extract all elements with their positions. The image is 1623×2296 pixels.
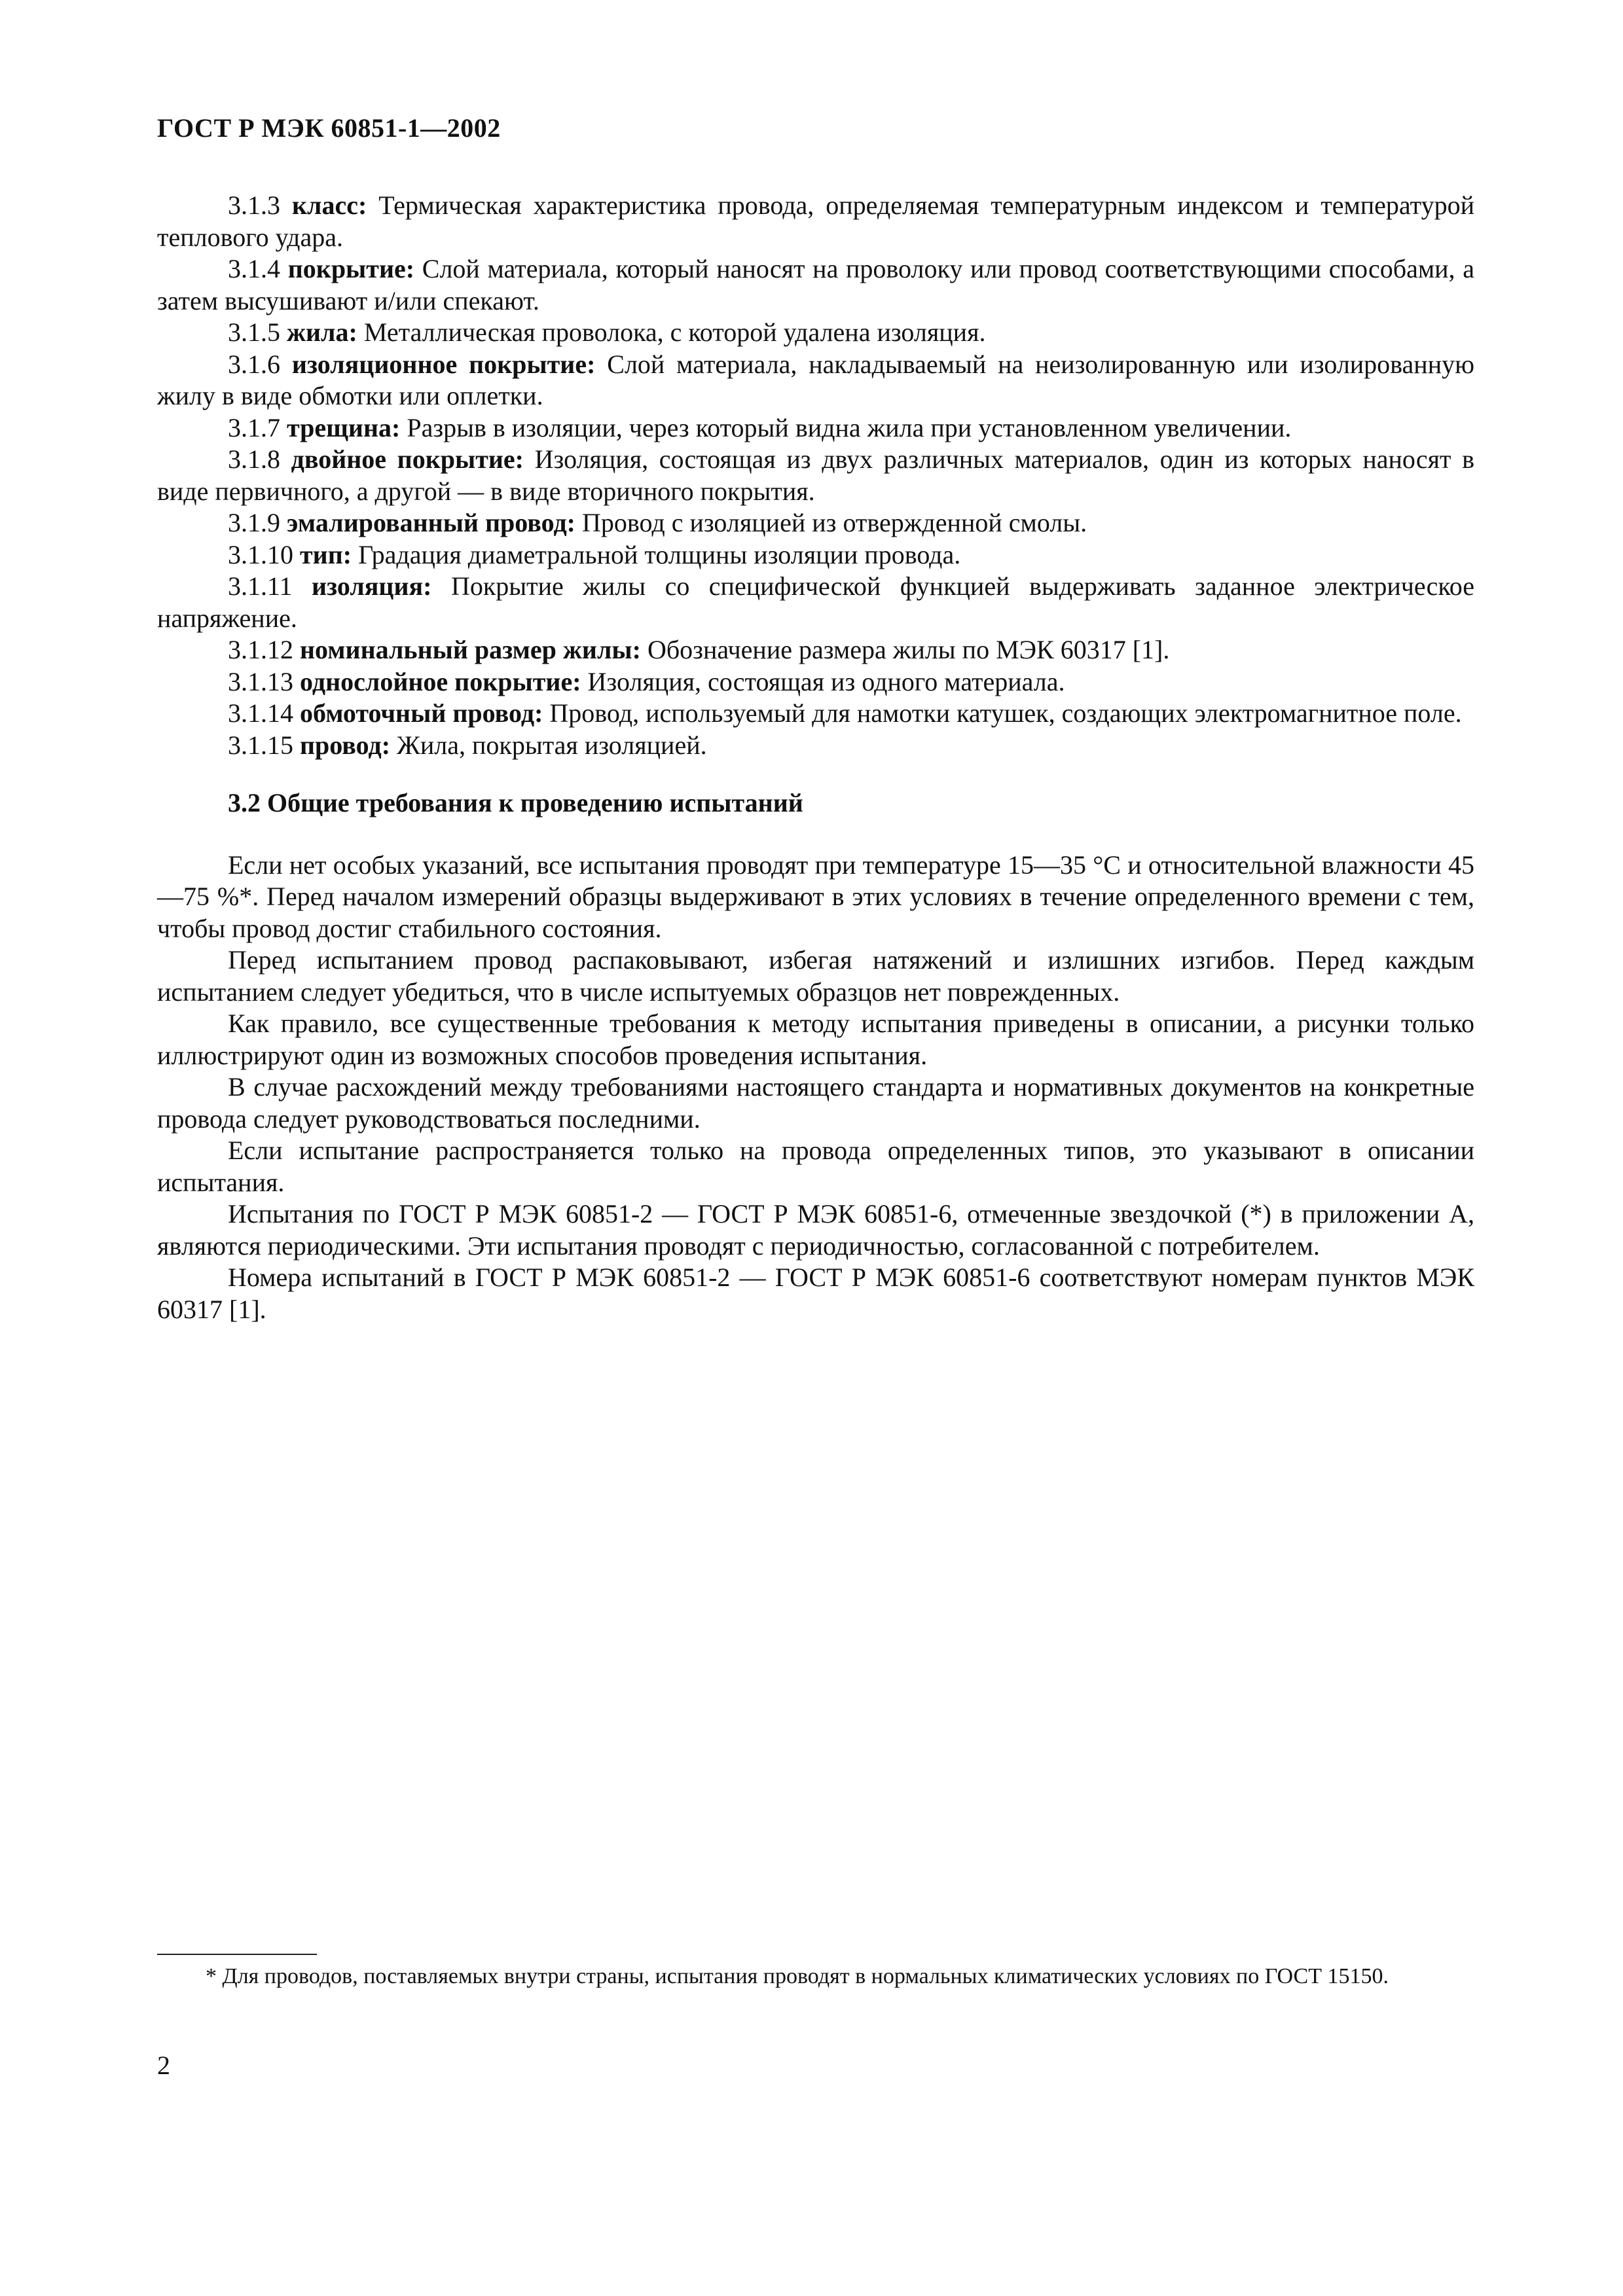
body-paragraph: Испытания по ГОСТ Р МЭК 60851-2 — ГОСТ Р МЭК 60851-6, отмеченные звездочкой (*) в приложении А, являются периодическими. Эти испытания проводят с периодичностью, согласованной с потребителем. [157,1199,1474,1261]
definition-text: Слой материала, который наносят на проволоку или провод соответствующими способами, а затем высушивают и/или спекают. [157,254,1475,315]
definition-number: 3.1.14 [228,698,293,728]
definition-text: Слой материала, накладываемый на неизолированную или изолированную жилу в виде обмотки или оплетки. [157,349,1474,410]
definition-item [157,444,1474,507]
definition-term: тип: [300,539,352,569]
definition-item [157,698,1474,730]
definition-number: 3.1.9 [228,508,280,537]
definition-item [157,634,1474,666]
definition-text: Градация диаметральной толщины изоляции провода. [352,539,961,569]
document-header: ГОСТ Р МЭК 60851-1—2002 [157,113,501,143]
footnote: * Для проводов, поставляемых внутри страны, испытания проводят в нормальных климатических условиях по ГОСТ 15150. [206,1964,1389,1988]
definition-text: Изоляция, состоящая из одного материала. [581,666,1065,696]
section-title: 3.2 Общие требования к проведению испытаний [228,788,803,817]
footnote-divider [157,1954,317,1955]
definition-item [157,539,1474,571]
body-paragraph: Перед испытанием провод распаковывают, избегая натяжений и излишних изгибов. Перед каждым испытанием следует убедиться, что в числе испытуемых образцов нет поврежденных. [157,945,1474,1007]
definition-number: 3.1.3 [228,190,280,220]
definition-item [157,666,1474,698]
definition-text: Термическая характеристика провода, определяемая температурным индексом и температурой теплового удара. [157,190,1475,252]
definition-text: Покрытие жилы со специфической функцией выдерживать заданное электрическое напряжение. [157,571,1474,633]
definition-term: эмалированный провод: [287,508,575,537]
definition-item [157,730,1474,762]
definition-text: Разрыв в изоляции, через который видна жила при установленном увеличении. [400,412,1292,442]
definition-number: 3.1.6 [228,349,280,379]
definition-number: 3.1.15 [228,730,293,760]
definition-text: Обозначение размера жилы по МЭК 60317 [1]. [640,635,1170,664]
definition-item [157,349,1474,412]
body-paragraph: Как правило, все существенные требования к методу испытания приведены в описании, а рисунки только иллюстрируют один из возможных способов проведения испытания. [157,1009,1474,1070]
section-paragraphs [157,850,1474,1326]
definition-term: покрытие: [287,254,415,283]
definition-term: однослойное покрытие: [300,666,581,696]
body-paragraph: Номера испытаний в ГОСТ Р МЭК 60851-2 — ГОСТ Р МЭК 60851-6 соответствуют номерам пунктов МЭК 60317 [1]. [157,1263,1474,1324]
page-number: 2 [157,2051,170,2080]
document-body [157,190,1474,1325]
definition-term: обмоточный провод: [300,698,543,728]
body-paragraph: Если нет особых указаний, все испытания проводят при температуре 15—35 °С и относительной влажности 45—75 %*. Перед началом измерений образцы выдерживают в этих условиях в течение определенного времени с тем, чтобы провод достиг стабильного состояния. [157,850,1474,943]
definition-number: 3.1.11 [228,571,293,601]
definition-number: 3.1.12 [228,635,293,664]
definitions-list [157,190,1474,761]
definition-number: 3.1.13 [228,666,293,696]
definition-term: класс: [291,190,367,220]
definition-number: 3.1.7 [228,412,280,442]
definition-item [157,507,1474,539]
definition-term: трещина: [287,412,401,442]
definition-number: 3.1.10 [228,539,293,569]
definition-text: Металлическая проволока, с которой удалена изоляция. [357,317,986,347]
body-paragraph: В случае расхождений между требованиями настоящего стандарта и нормативных документов на конкретные провода следует руководствоваться последними. [157,1072,1474,1134]
definition-term: номинальный размер жилы: [300,635,641,664]
definition-term: двойное покрытие: [291,444,524,474]
definition-term: жила: [287,317,357,347]
definition-item [157,571,1474,634]
definition-term: провод: [300,730,391,760]
definition-number: 3.1.4 [228,254,280,283]
definition-item [157,253,1474,317]
definition-term: изоляция: [311,571,432,601]
definition-text: Провод, используемый для намотки катушек, создающих электромагнитное поле. [543,698,1462,728]
definition-item [157,317,1474,349]
definition-item [157,412,1474,444]
definition-term: изоляционное покрытие: [291,349,596,379]
definition-number: 3.1.8 [228,444,280,474]
definition-number: 3.1.5 [228,317,280,347]
definition-text: Провод с изоляцией из отвержденной смолы. [575,508,1087,537]
definition-text: Жила, покрытая изоляцией. [390,730,707,760]
body-paragraph: Если испытание распространяется только на провода определенных типов, это указывают в описании испытания. [157,1136,1474,1197]
definition-item [157,190,1474,253]
definition-text: Изоляция, состоящая из двух различных материалов, один из которых наносят в виде первичного, а другой — в виде вторичного покрытия. [157,444,1475,506]
